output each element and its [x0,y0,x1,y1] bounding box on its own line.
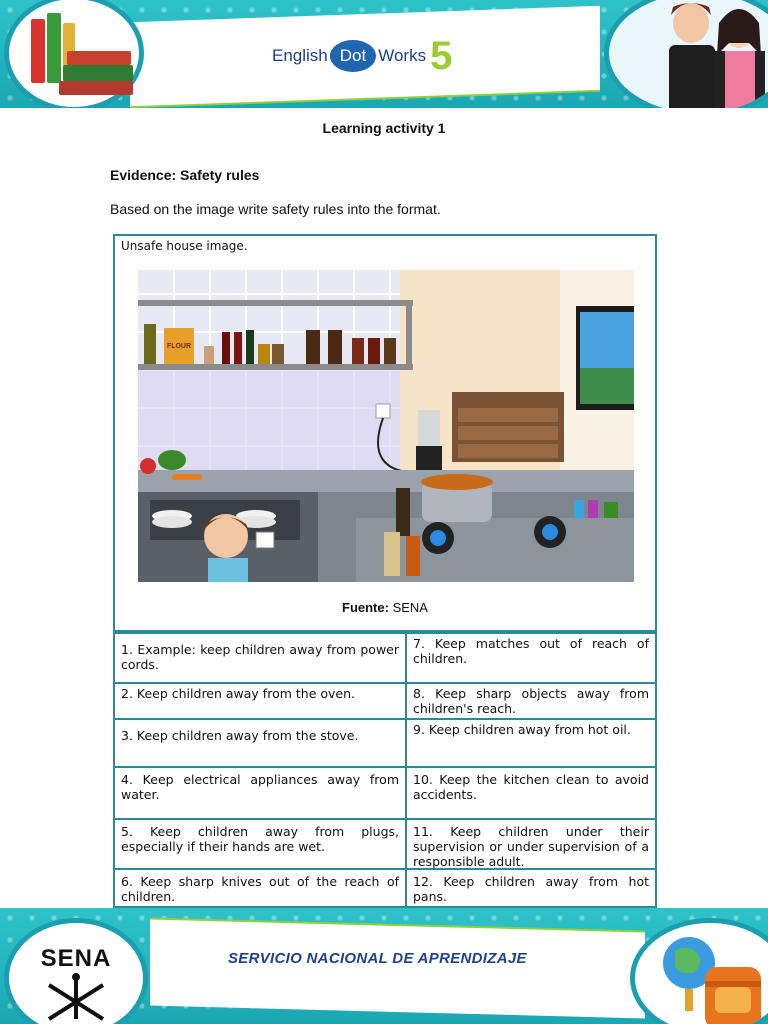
banner-strip [150,920,645,1019]
rule-item-3: 3. Keep children away from the stove. [121,728,359,743]
flour-label: FLOUR [166,343,192,350]
books-illustration [4,0,144,108]
activity-title: Learning activity 1 [322,120,446,136]
logo-word-works: Works [378,46,427,65]
header-banner [0,0,768,108]
sena-emblem-icon [9,923,143,1024]
rule-item-4: 4. Keep electrical appliances away from water. [121,772,399,802]
book-icon [67,51,131,65]
table-row-divider [115,682,655,684]
book-icon [59,81,133,95]
image-source [115,600,655,615]
image-caption: Unsafe house image. [121,239,248,253]
book-icon [63,65,133,81]
rule-item-10: 10. Keep the kitchen clean to avoid accidents. [413,772,649,802]
table-row-divider [115,766,655,768]
evidence-title: Evidence: Safety rules [110,167,260,183]
rule-item-11: 11. Keep children under their supervision or under supervision of a responsible adult. [413,824,649,869]
english-dot-works-logo [272,36,452,76]
table-row-divider [115,818,655,820]
table-row-divider [115,718,655,720]
sena-logo [4,918,148,1024]
safety-rules-table [113,632,657,908]
book-icon [31,19,45,83]
rule-item-8: 8. Keep sharp objects away from children's reach. [413,686,649,716]
rule-item-7: 7. Keep matches out of reach of children. [413,636,649,666]
rule-item-5: 5. Keep children away from plugs, especially if their hands are wet. [121,824,399,854]
unsafe-kitchen-illustration [138,270,634,582]
institution-name: SERVICIO NACIONAL DE APRENDIZAJE [228,950,527,967]
source-value: SENA [392,600,428,615]
instruction-text: Based on the image write safety rules into the format. [110,201,441,217]
rule-item-6: 6. Keep sharp knives out of the reach of children. [121,874,399,904]
rule-item-1: 1. Example: keep children away from power cords. [121,642,399,672]
globe-backpack-icon [635,923,768,1024]
logo-number: 5 [430,34,453,78]
logo-word-dot: Dot [330,40,376,72]
rule-item-12: 12. Keep children away from hot pans. [413,874,649,904]
logo-word-english: English [272,46,328,65]
table-column-divider [405,634,407,906]
sena-logo-text: SENA [40,945,112,972]
source-label: Fuente: [342,600,389,615]
students-illustration [604,0,768,108]
image-box [113,234,657,632]
book-icon [47,13,61,83]
rule-item-9: 9. Keep children away from hot oil. [413,722,631,737]
students-icon [609,0,768,108]
rule-item-2: 2. Keep children away from the oven. [121,686,355,701]
kitchen-scene-icon [138,270,634,582]
